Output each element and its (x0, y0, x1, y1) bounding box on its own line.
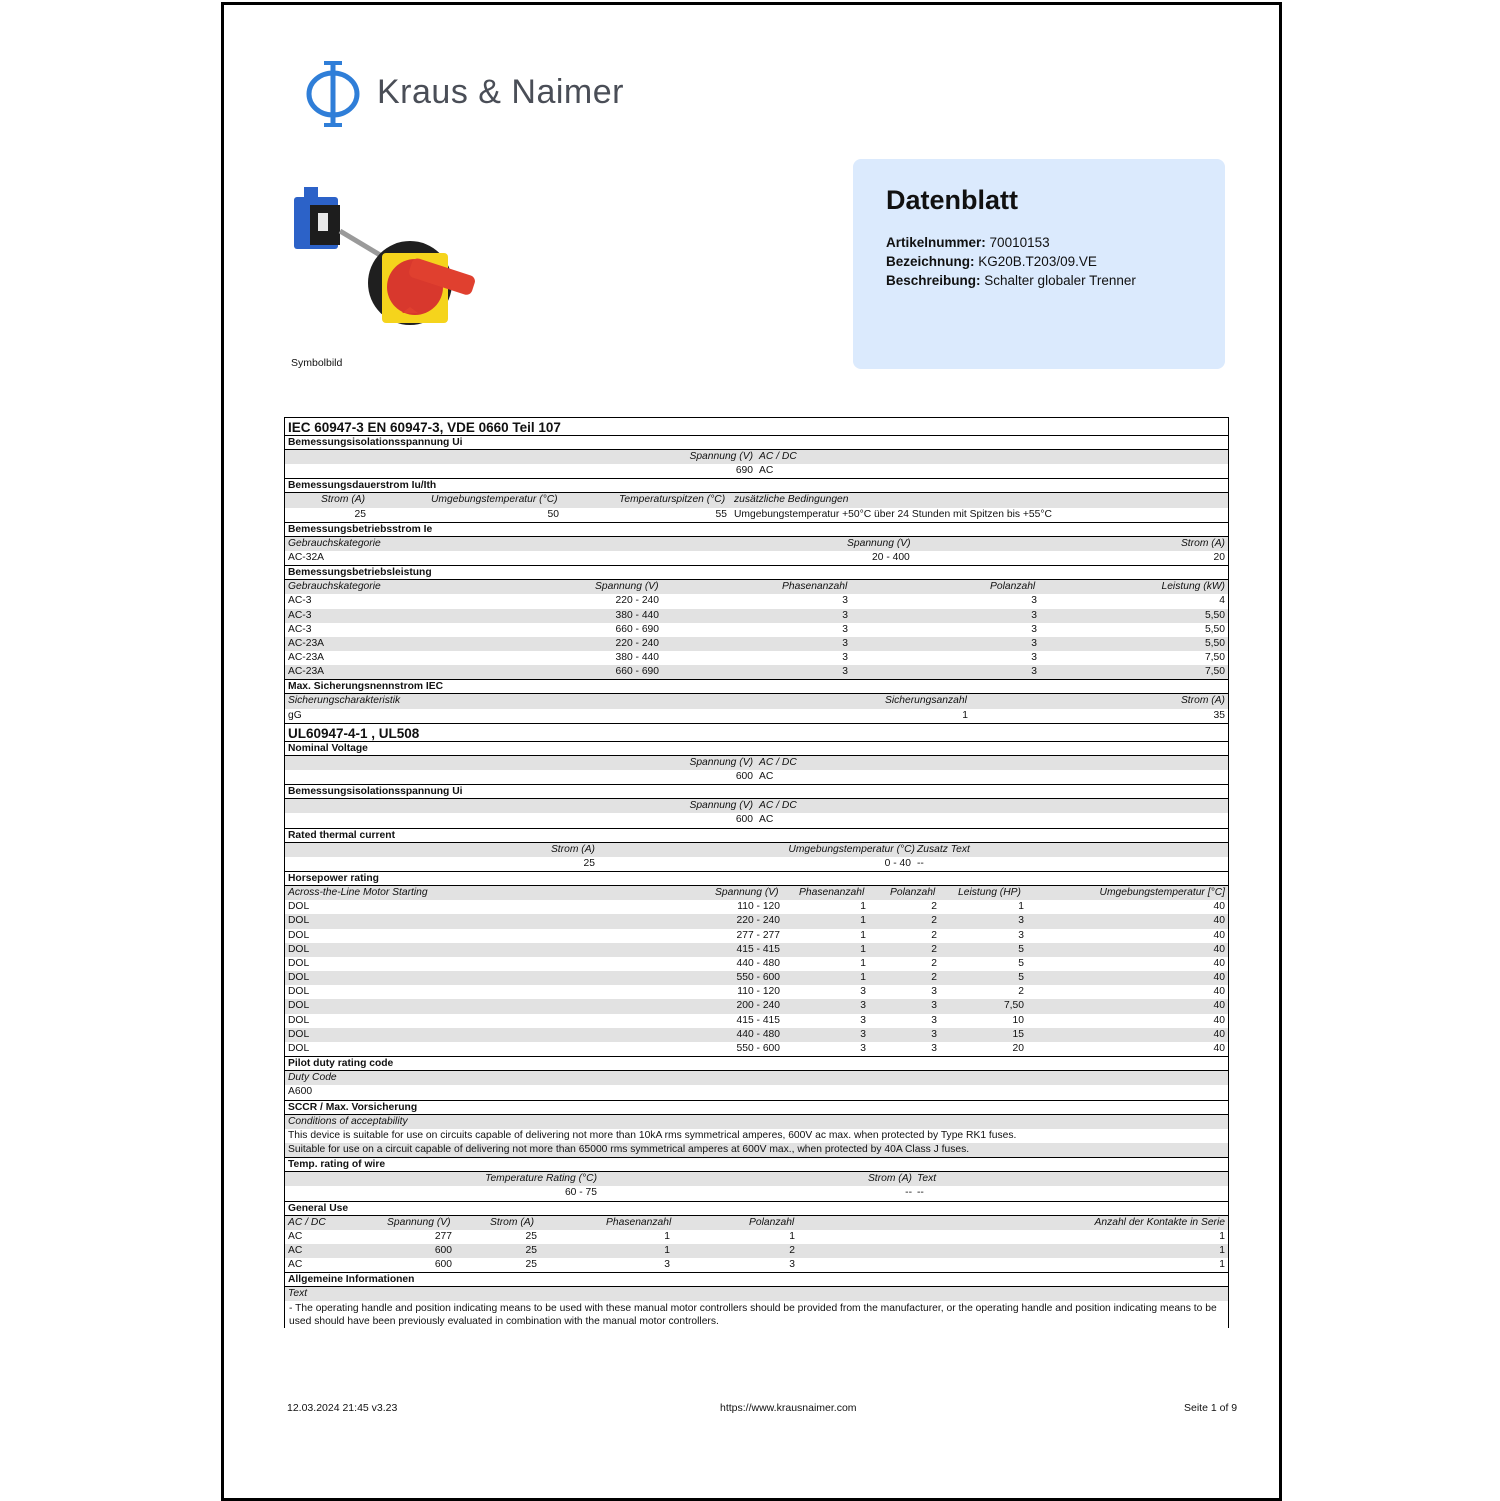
table-cell: 440 - 480 (736, 957, 780, 969)
table-cell: 2 (931, 929, 937, 941)
table-cell: 3 (860, 986, 866, 998)
table-cell: 660 - 690 (615, 623, 659, 635)
table-cell: 3 (860, 1028, 866, 1040)
iec-standard-heading: IEC 60947-3 EN 60947-3, VDE 0660 Teil 107 (288, 420, 561, 435)
table-row: gG 1 35 (288, 709, 1225, 721)
designation: KG20B.T203/09.VE (978, 254, 1097, 269)
footer-url[interactable]: https://www.krausnaimer.com (720, 1402, 857, 1414)
table-cell: 7,50 (1204, 652, 1225, 664)
table-cell: 4 (1219, 595, 1225, 607)
table-cell: AC-3 (288, 595, 312, 607)
table-cell: 220 - 240 (615, 595, 659, 607)
table-cell: AC (288, 1244, 303, 1256)
table-header-row: Strom (A) Umgebungstemperatur (°C) Zusatz Text (285, 843, 1228, 857)
table-cell: 3 (842, 595, 848, 607)
table-cell: 3 (931, 1028, 937, 1040)
table-row: 25 0 - 40 -- (583, 857, 924, 869)
table-cell: 3 (789, 1259, 795, 1271)
table-cell: 1 (860, 929, 866, 941)
table-cell: 3 (860, 1014, 866, 1026)
table-cell: 5 (1018, 957, 1024, 969)
table-cell: 415 - 415 (736, 1014, 780, 1026)
table-cell: 40 (1213, 986, 1225, 998)
datasheet-page (221, 2, 1282, 1501)
ul-general-body (285, 1230, 1228, 1273)
table-cell: 1 (860, 972, 866, 984)
table-row (285, 1244, 1228, 1258)
table-row (285, 929, 1228, 943)
table-header-row: Spannung (V) AC / DC (285, 799, 1228, 813)
table-cell: 40 (1213, 901, 1225, 913)
table-cell: 5,50 (1204, 637, 1225, 649)
table-cell: 200 - 240 (736, 1000, 780, 1012)
table-row: 25 50 55 Umgebungstemperatur +50°C über 24 Stunden mit Spitzen bis +55°C (354, 508, 1052, 520)
table-cell: 110 - 120 (737, 901, 780, 913)
table-cell: 1 (860, 901, 866, 913)
table-row: 690 AC (735, 465, 774, 477)
table-cell: 3 (931, 986, 937, 998)
table-cell: 3 (842, 609, 848, 621)
image-caption: Symbolbild (291, 357, 343, 369)
table-header-row: Strom (A) Umgebungstemperatur (°C) Temperaturspitzen (°C) zusätzliche Bedingungen (285, 493, 1228, 507)
table-cell: 5,50 (1204, 623, 1225, 635)
ul-thermal-title: Rated thermal current (285, 828, 1228, 843)
table-row (285, 651, 1228, 665)
table-cell: DOL (288, 986, 310, 998)
table-row: A600 (288, 1086, 313, 1098)
table-cell: 3 (931, 1000, 937, 1012)
table-row: 600 AC (735, 814, 774, 826)
table-cell: 277 (434, 1230, 452, 1242)
table-row (285, 637, 1228, 651)
table-header-row: Temperature Rating (°C) Strom (A) Text (285, 1172, 1228, 1186)
table-row (285, 1230, 1228, 1244)
ul-hp-body (285, 900, 1228, 1056)
table-cell: 40 (1213, 972, 1225, 984)
table-cell: 40 (1213, 1000, 1225, 1012)
ul-info-title: Allgemeine Informationen (285, 1272, 1228, 1287)
iec-ui-title: Bemessungsisolationsspannung Ui (285, 435, 1228, 450)
datasheet-info-box (853, 159, 1225, 369)
table-row: AC-32A 20 - 400 20 (288, 551, 1225, 563)
table-cell: 2 (931, 915, 937, 927)
table-cell: 3 (860, 1000, 866, 1012)
table-cell: DOL (288, 901, 310, 913)
table-row (285, 1014, 1228, 1028)
table-cell: AC-3 (288, 623, 312, 635)
table-cell: 3 (842, 652, 848, 664)
table-cell: 1 (789, 1230, 795, 1242)
ul-ui-title: Bemessungsisolationsspannung Ui (285, 784, 1228, 799)
ul-nominal-title: Nominal Voltage (285, 741, 1228, 756)
table-cell: 3 (931, 1014, 937, 1026)
table-cell: 550 - 600 (736, 972, 780, 984)
table-cell: 3 (931, 1043, 937, 1054)
table-cell: 220 - 240 (736, 915, 780, 927)
table-row (285, 999, 1228, 1013)
iec-iu-title: Bemessungsdauerstrom Iu/Ith (285, 478, 1228, 493)
footer-timestamp: 12.03.2024 21:45 v3.23 (287, 1402, 398, 1414)
table-header-row: Conditions of acceptability (285, 1115, 1228, 1129)
table-cell: 1 (1219, 1259, 1225, 1271)
table-cell: 415 - 415 (736, 943, 780, 955)
article-number-row: Artikelnummer: 70010153 (886, 235, 1050, 250)
table-cell: 3 (1031, 666, 1037, 678)
spec-table (284, 417, 1229, 1328)
brand-logo (304, 59, 664, 129)
table-header-row: Across-the-Line Motor Starting Spannung (V) Phasenanzahl Polanzahl Leistung (HP) Umgebungstemperatur [°C] (285, 886, 1228, 900)
table-row (285, 900, 1228, 914)
ul-general-title: General Use (285, 1201, 1228, 1216)
product-image (290, 183, 480, 338)
table-row (285, 1028, 1228, 1042)
table-cell: 40 (1213, 929, 1225, 941)
table-row: 600 AC (735, 771, 774, 782)
article-number: 70010153 (989, 235, 1050, 250)
table-cell: 1 (664, 1244, 670, 1256)
table-cell: 3 (1031, 623, 1037, 635)
table-cell: DOL (288, 1028, 310, 1040)
table-cell: 15 (1012, 1028, 1024, 1040)
table-row: This device is suitable for use on circuits capable of delivering not more than 10kA rms symmetrical amperes, 600V ac max. when protected by Type RK1 fuses. (288, 1129, 1017, 1141)
ul-hp-title: Horsepower rating (285, 871, 1228, 886)
table-cell: AC-3 (288, 609, 312, 621)
table-cell: 1 (1219, 1244, 1225, 1256)
ul-standard-heading: UL60947-4-1 , UL508 (285, 723, 1228, 741)
table-cell: DOL (288, 1000, 310, 1012)
table-cell: 25 (525, 1259, 537, 1271)
table-cell: 2 (931, 901, 937, 913)
table-header-row: Duty Code (285, 1071, 1228, 1085)
table-cell: 3 (1018, 915, 1024, 927)
table-cell: 1 (1219, 1230, 1225, 1242)
table-row (285, 665, 1228, 679)
table-cell: 25 (525, 1244, 537, 1256)
table-cell: 1 (664, 1230, 670, 1242)
table-row: 60 - 75 -- -- (564, 1187, 924, 1199)
table-cell: 5,50 (1204, 609, 1225, 621)
table-cell: 2 (931, 972, 937, 984)
table-cell: 3 (664, 1259, 670, 1271)
brand-name: Kraus & Naimer (377, 73, 624, 111)
description: Schalter globaler Trenner (984, 273, 1136, 288)
table-cell: 660 - 690 (615, 666, 659, 678)
table-cell: 2 (931, 957, 937, 969)
table-header-row: Spannung (V) AC / DC (285, 756, 1228, 770)
iec-ie-title: Bemessungsbetriebsstrom Ie (285, 522, 1228, 537)
table-cell: DOL (288, 929, 310, 941)
table-cell: 5 (1018, 943, 1024, 955)
table-row (285, 1258, 1228, 1272)
table-cell: 3 (1018, 929, 1024, 941)
table-row (285, 985, 1228, 999)
table-cell: 1 (1018, 901, 1024, 913)
ul-wire-title: Temp. rating of wire (285, 1157, 1228, 1172)
table-cell: AC-23A (288, 637, 325, 649)
table-row (285, 957, 1228, 971)
table-cell: 3 (1031, 609, 1037, 621)
table-cell: 3 (842, 637, 848, 649)
table-header-row: Spannung (V) AC / DC (285, 450, 1228, 464)
table-cell: 40 (1213, 957, 1225, 969)
table-cell: 1 (860, 943, 866, 955)
table-cell: AC (288, 1259, 303, 1271)
table-cell: AC-23A (288, 652, 325, 664)
table-cell: 3 (842, 623, 848, 635)
table-cell: 380 - 440 (615, 652, 659, 664)
table-header-row: Sicherungscharakteristik Sicherungsanzahl Strom (A) (285, 694, 1228, 708)
table-cell: DOL (288, 972, 310, 984)
phi-logo-icon (304, 59, 364, 129)
table-cell: 40 (1213, 1014, 1225, 1026)
table-cell: 110 - 120 (737, 986, 780, 998)
table-cell: AC (288, 1230, 303, 1242)
table-cell: 7,50 (1204, 666, 1225, 678)
iec-power-body (285, 594, 1228, 679)
table-cell: DOL (288, 957, 310, 969)
table-cell: DOL (288, 1043, 310, 1054)
table-cell: 600 (434, 1259, 452, 1271)
table-row (285, 1042, 1228, 1056)
table-cell: 440 - 480 (736, 1028, 780, 1040)
table-row (285, 943, 1228, 957)
table-cell: 277 - 277 (736, 929, 780, 941)
table-cell: 3 (1031, 595, 1037, 607)
table-cell: DOL (288, 915, 310, 927)
table-cell: 550 - 600 (736, 1043, 780, 1054)
table-row (285, 594, 1228, 608)
table-cell: 3 (1031, 652, 1037, 664)
iec-fuse-title: Max. Sicherungsnennstrom IEC (285, 679, 1228, 694)
table-cell: 380 - 440 (615, 609, 659, 621)
table-cell: DOL (288, 1014, 310, 1026)
table-cell: 20 (1012, 1043, 1024, 1054)
table-cell: 40 (1213, 1028, 1225, 1040)
ul-sccr-title: SCCR / Max. Vorsicherung (285, 1100, 1228, 1115)
table-cell: 1 (860, 915, 866, 927)
table-cell: 3 (1031, 637, 1037, 649)
table-row (285, 971, 1228, 985)
table-cell: 7,50 (1003, 1000, 1024, 1012)
table-row: Suitable for use on a circuit capable of delivering not more than 65000 rms symmetrical amperes at 600V max., when protected by 40A Class J fuses. (285, 1143, 1228, 1157)
table-cell: AC-23A (288, 666, 325, 678)
general-info-text: - The operating handle and position indicating means to be used with these manual motor controllers should be provided from the manufacturer, or the operating handle and position indicating means to be used should have been previously evaluated in combination with the manual motor controllers. (289, 1303, 1217, 1327)
table-header-row: AC / DC Spannung (V) Strom (A) Phasenanzahl Polanzahl Anzahl der Kontakte in Serie (285, 1216, 1228, 1230)
footer-page-number: Seite 1 of 9 (1184, 1402, 1238, 1414)
table-cell: 40 (1213, 943, 1225, 955)
table-cell: 25 (525, 1230, 537, 1242)
table-cell: 2 (789, 1244, 795, 1256)
iec-power-title: Bemessungsbetriebsleistung (285, 565, 1228, 580)
table-cell: 3 (860, 1043, 866, 1054)
table-row (285, 623, 1228, 637)
table-header-row: Gebrauchskategorie Spannung (V) Strom (A) (285, 537, 1228, 551)
table-cell: 40 (1213, 1043, 1225, 1054)
table-cell: 2 (931, 943, 937, 955)
designation-row: Bezeichnung: KG20B.T203/09.VE (886, 254, 1097, 269)
table-cell: 10 (1012, 1014, 1024, 1026)
table-header-row: Text (285, 1287, 1228, 1301)
table-cell: 5 (1018, 972, 1024, 984)
table-cell: 2 (1018, 986, 1024, 998)
table-cell: 1 (860, 957, 866, 969)
description-row: Beschreibung: Schalter globaler Trenner (886, 273, 1136, 288)
table-cell: DOL (288, 943, 310, 955)
table-cell: 220 - 240 (615, 637, 659, 649)
datasheet-title: Datenblatt (886, 185, 1019, 215)
ul-pilot-title: Pilot duty rating code (285, 1056, 1228, 1071)
table-cell: 3 (842, 666, 848, 678)
table-cell: 600 (434, 1244, 452, 1256)
table-row (285, 914, 1228, 928)
table-row (285, 609, 1228, 623)
table-cell: 40 (1213, 915, 1225, 927)
table-header-row: Gebrauchskategorie Spannung (V) Phasenanzahl Polanzahl Leistung (kW) (285, 580, 1228, 594)
